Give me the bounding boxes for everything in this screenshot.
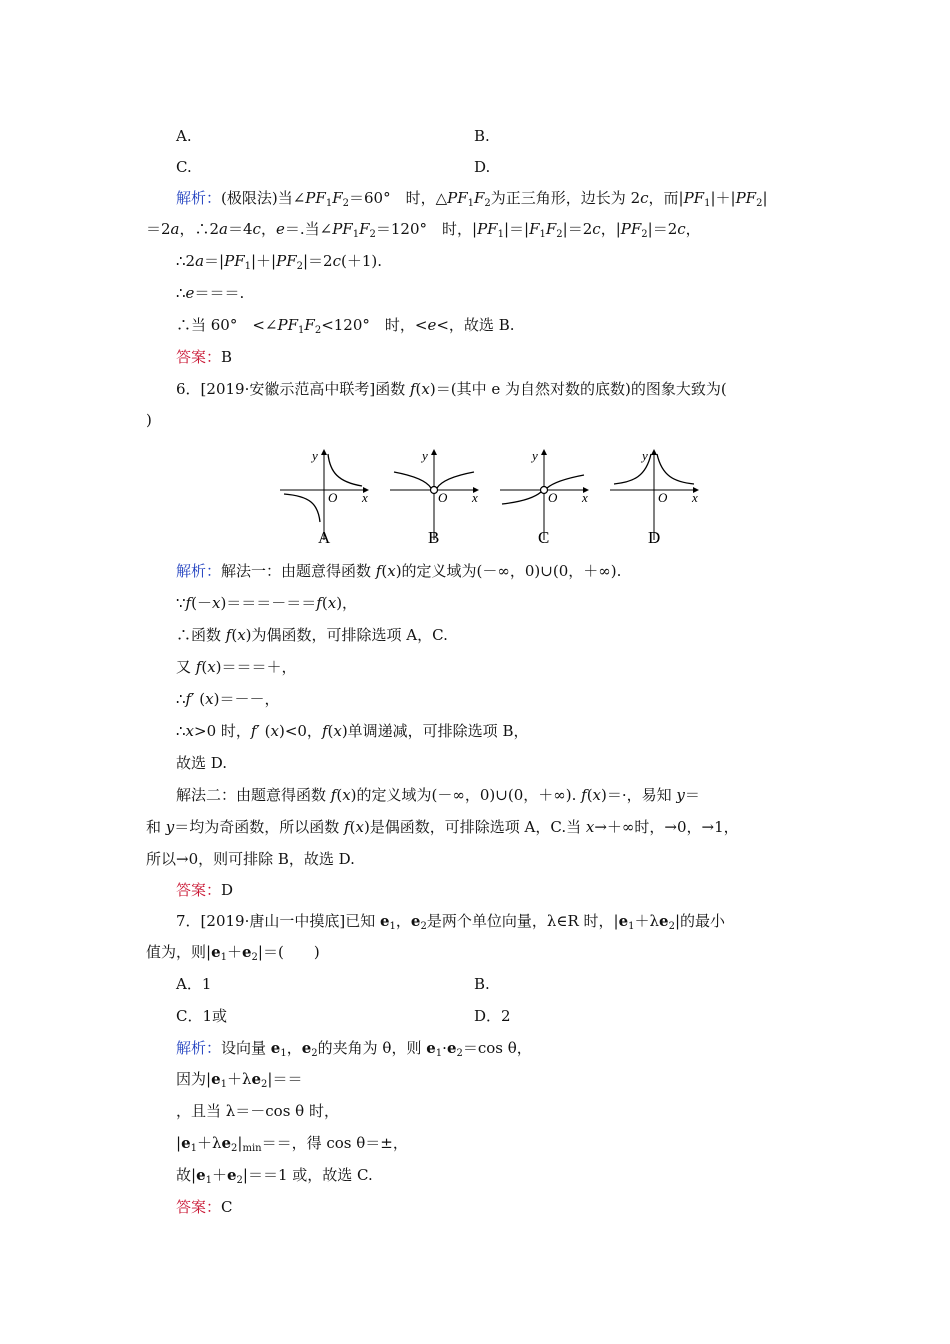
y-axis-label: y: [312, 448, 318, 463]
q6-analysis-line-8: 解法二：由题意得函数 f(x)的定义域为(－∞，0)∪(0，＋∞). f(x)＝·，易知 y＝: [176, 786, 700, 804]
q6-analysis-line-3: ∴函数 f(x)为偶函数，可排除选项 A，C.: [176, 626, 448, 644]
q6-answer-line: [176, 880, 233, 900]
q6-analysis-line-6: ∴x>0 时，f′ (x)<0，f(x)单调递减，可排除选项 B，: [176, 722, 529, 740]
figure-a-label: A: [318, 528, 331, 547]
q7-analysis-line-2: 因为$|e_1+\lambda e_2|==$: [176, 1070, 303, 1090]
q6-analysis-line-5: ∴f′ (x)＝－－，: [176, 690, 280, 708]
answer-label: 答案：: [176, 1198, 222, 1216]
figure-c-graph: [500, 448, 588, 547]
y-axis-label: y: [532, 448, 538, 463]
q5-analysis-line-1: 解析：(极限法)当$\angle PF_1F_2=60^\circ$ 时，$\triangle PF_1F_2$为正三角形，边长为 2c，而$|PF_1|+|PF_2|$: [176, 189, 768, 209]
figure-d-label: D: [648, 528, 661, 547]
q7-option-b: B.: [474, 975, 490, 993]
analysis-label: 解析：: [176, 189, 222, 207]
q6-analysis-line-4: 又 f(x)＝＝＝＋，: [176, 658, 297, 676]
q5-option-b: B.: [474, 127, 490, 145]
q7-option-d: D．2: [474, 1007, 511, 1025]
question-number: 7．: [176, 912, 201, 930]
q6-analysis-line-7: 故选 D.: [176, 754, 228, 772]
analysis-label: 解析：: [176, 562, 222, 580]
x-axis-label: x: [472, 490, 478, 505]
q5-analysis-line-4: ∴e＝＝＝.: [176, 284, 245, 302]
stem-tail: 的图象大致为(: [630, 380, 727, 398]
origin-label: O: [548, 490, 558, 505]
x-axis-label: x: [582, 490, 588, 505]
q7-option-a: A．1: [176, 975, 212, 993]
q7-stem-line-1: 7．[2019·唐山一中摸底]已知 $e_1$，$e_2$是两个单位向量，λ∈R 时，$|e_1+\lambda e_2|$的最小: [176, 912, 725, 932]
answer-value: D: [221, 881, 234, 899]
q5-analysis-line-2: ＝2a，∴2a＝4c，e＝.当$\angle PF_1F_2=120^\circ$ 时，$|PF_1|=|F_1F_2|=2c$，$|PF_2|=2c$，: [146, 220, 701, 240]
y-axis-label: y: [422, 448, 428, 463]
figure-c-label: C: [538, 528, 550, 547]
q7-stem-line-2: 值为，则$|e_1+e_2|=$( ): [146, 943, 320, 963]
answer-label: 答案：: [176, 881, 222, 899]
answer-label: 答案：: [176, 348, 222, 366]
q5-answer-line: [176, 347, 232, 367]
analysis-label: 解析：: [176, 1039, 222, 1057]
q6-analysis-line-1: 解析：解法一：由题意得函数 f(x)的定义域为(－∞，0)∪(0，＋∞).: [176, 562, 622, 580]
q5-option-d: D.: [474, 158, 491, 176]
q7-analysis-line-1: 解析：设向量 $e_1$，$e_2$的夹角为 θ，则 $e_1\cdot e_2=\cos$ θ，: [176, 1039, 532, 1059]
q6-stem-line-2: ): [146, 411, 152, 429]
q5-analysis-line-3: $\therefore 2a=|PF_1|+|PF_2|=2c(+1)$.: [176, 252, 383, 272]
q7-analysis-line-4: $|e_1+\lambda e_2|_{min}==$，得 cos θ＝±，: [176, 1134, 408, 1154]
figure-a-graph: [280, 448, 368, 547]
q6-stem-line-1: 6．[2019·安徽示范高中联考]函数 f(x)＝(其中 e 为自然对数的底数)的图象大致为(: [176, 380, 727, 398]
x-axis-label: x: [362, 490, 368, 505]
q5-option-a: A.: [176, 127, 192, 145]
question-source: [2019·安徽示范高中联考]: [200, 380, 376, 398]
question-source: [2019·唐山一中摸底]: [200, 912, 346, 930]
q6-analysis-line-10: 所以→0，则可排除 B，故选 D.: [146, 850, 355, 868]
figure-b-label: B: [428, 528, 440, 547]
q7-option-c: C．1或: [176, 1007, 228, 1025]
q6-analysis-line-2: ∵f(－x)＝＝＝－＝＝f(x)，: [176, 594, 358, 612]
origin-label: O: [328, 490, 338, 505]
q6-analysis-line-9: 和 y＝均为奇函数，所以函数 f(x)是偶函数，可排除选项 A，C.当 x→＋∞时，→0，→1，: [146, 818, 739, 836]
q5-analysis-line-5: ∴当 60° $<\angle PF_1F_2<120^\circ$ 时，<e<，故选 B.: [176, 316, 515, 336]
origin-label: O: [438, 490, 448, 505]
q5-option-c: C.: [176, 158, 192, 176]
x-axis-label: x: [692, 490, 698, 505]
answer-value: B: [221, 348, 233, 366]
q7-answer-line: [176, 1197, 233, 1217]
figure-b-graph: [390, 448, 478, 547]
q7-analysis-line-5: 故$|e_1+e_2|==1$ 或，故选 C.: [176, 1166, 373, 1186]
q6-option-figures: [276, 442, 706, 550]
figure-d-graph: [610, 448, 698, 547]
origin-label: O: [658, 490, 668, 505]
answer-value: C: [221, 1198, 233, 1216]
question-number: 6．: [176, 380, 201, 398]
q7-analysis-line-3: ，且当 λ＝－cos θ 时，: [176, 1102, 339, 1120]
y-axis-label: y: [642, 448, 648, 463]
